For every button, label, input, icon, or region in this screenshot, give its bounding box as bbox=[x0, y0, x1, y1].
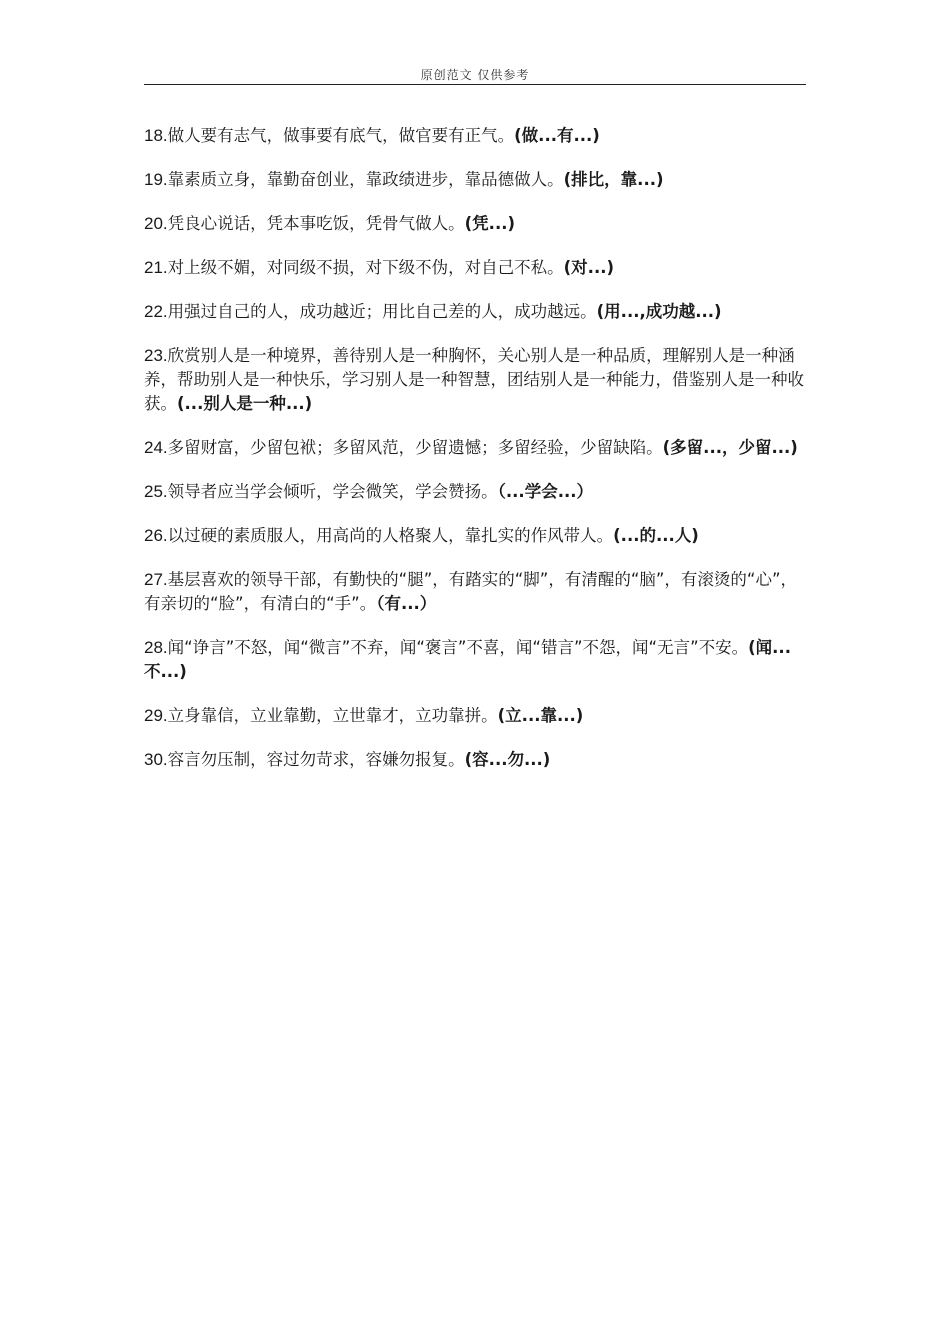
item-text: 基层喜欢的领导干部，有勤快的“腿”，有踏实的“脚”，有清醒的“脑”，有滚烫的“心”，有亲切的“脸”，有清白的“手”。 bbox=[144, 570, 798, 613]
list-item bbox=[144, 256, 808, 280]
list-item bbox=[144, 300, 808, 324]
item-number: 23. bbox=[144, 346, 168, 365]
item-pattern-hint: (凭...) bbox=[464, 214, 516, 233]
list-item bbox=[144, 568, 808, 616]
list-item bbox=[144, 748, 808, 772]
item-pattern-hint: (闻...不...) bbox=[144, 638, 791, 681]
item-pattern-hint: (用...,成功越...) bbox=[596, 302, 722, 321]
item-text: 靠素质立身，靠勤奋创业，靠政绩进步，靠品德做人。 bbox=[167, 170, 564, 189]
item-text: 对上级不媚，对同级不损，对下级不伪，对自己不私。 bbox=[167, 258, 564, 277]
list-item bbox=[144, 636, 808, 684]
document-body bbox=[144, 124, 808, 792]
page-header bbox=[144, 64, 806, 85]
item-pattern-hint: (立...靠...) bbox=[497, 706, 584, 725]
item-text: 以过硬的素质服人，用高尚的人格聚人，靠扎实的作风带人。 bbox=[167, 526, 614, 545]
list-item bbox=[144, 436, 808, 460]
item-text: 用强过自己的人，成功越近；用比自己差的人，成功越远。 bbox=[167, 302, 597, 321]
item-number: 22. bbox=[144, 302, 168, 321]
item-number: 19. bbox=[144, 170, 168, 189]
item-pattern-hint: （...学会...） bbox=[497, 482, 593, 501]
item-text: 欣赏别人是一种境界，善待别人是一种胸怀，关心别人是一种品质，理解别人是一种涵养，帮助别人是一种快乐，学习别人是一种智慧，团结别人是一种能力，借鉴别人是一种收获。 bbox=[144, 346, 804, 413]
list-item bbox=[144, 344, 808, 416]
item-pattern-hint: (容...勿...) bbox=[464, 750, 551, 769]
item-number: 30. bbox=[144, 750, 168, 769]
item-text: 立身靠信，立业靠勤，立世靠才，立功靠拼。 bbox=[167, 706, 498, 725]
list-item bbox=[144, 480, 808, 504]
list-item bbox=[144, 212, 808, 236]
list-item bbox=[144, 124, 808, 148]
list-item bbox=[144, 704, 808, 728]
item-number: 27. bbox=[144, 570, 168, 589]
item-pattern-hint: (排比，靠...) bbox=[563, 170, 664, 189]
item-pattern-hint: （有...） bbox=[376, 594, 437, 613]
list-item bbox=[144, 524, 808, 548]
item-number: 28. bbox=[144, 638, 168, 657]
item-number: 26. bbox=[144, 526, 168, 545]
item-number: 29. bbox=[144, 706, 168, 725]
item-number: 20. bbox=[144, 214, 168, 233]
item-number: 25. bbox=[144, 482, 168, 501]
item-text: 领导者应当学会倾听，学会微笑，学会赞扬。 bbox=[167, 482, 498, 501]
item-number: 24. bbox=[144, 438, 168, 457]
item-text: 容言勿压制，容过勿苛求，容嫌勿报复。 bbox=[167, 750, 465, 769]
item-text: 闻“诤言”不怒，闻“微言”不弃，闻“褒言”不喜，闻“错言”不怨，闻“无言”不安。 bbox=[167, 638, 749, 657]
item-pattern-hint: (多留...，少留...) bbox=[662, 438, 798, 457]
item-pattern-hint: (...的...人) bbox=[613, 526, 699, 545]
item-pattern-hint: (做...有...) bbox=[514, 126, 600, 145]
item-pattern-hint: (对...) bbox=[563, 258, 615, 277]
item-number: 21. bbox=[144, 258, 168, 277]
item-pattern-hint: (...别人是一种...) bbox=[177, 394, 313, 413]
list-item bbox=[144, 168, 808, 192]
item-number: 18. bbox=[144, 126, 168, 145]
header-text: 原创范文 仅供参考 bbox=[420, 68, 530, 82]
item-text: 凭良心说话，凭本事吃饭，凭骨气做人。 bbox=[167, 214, 465, 233]
item-text: 做人要有志气，做事要有底气，做官要有正气。 bbox=[167, 126, 515, 145]
item-text: 多留财富，少留包袱；多留风范，少留遗憾；多留经验，少留缺陷。 bbox=[167, 438, 663, 457]
